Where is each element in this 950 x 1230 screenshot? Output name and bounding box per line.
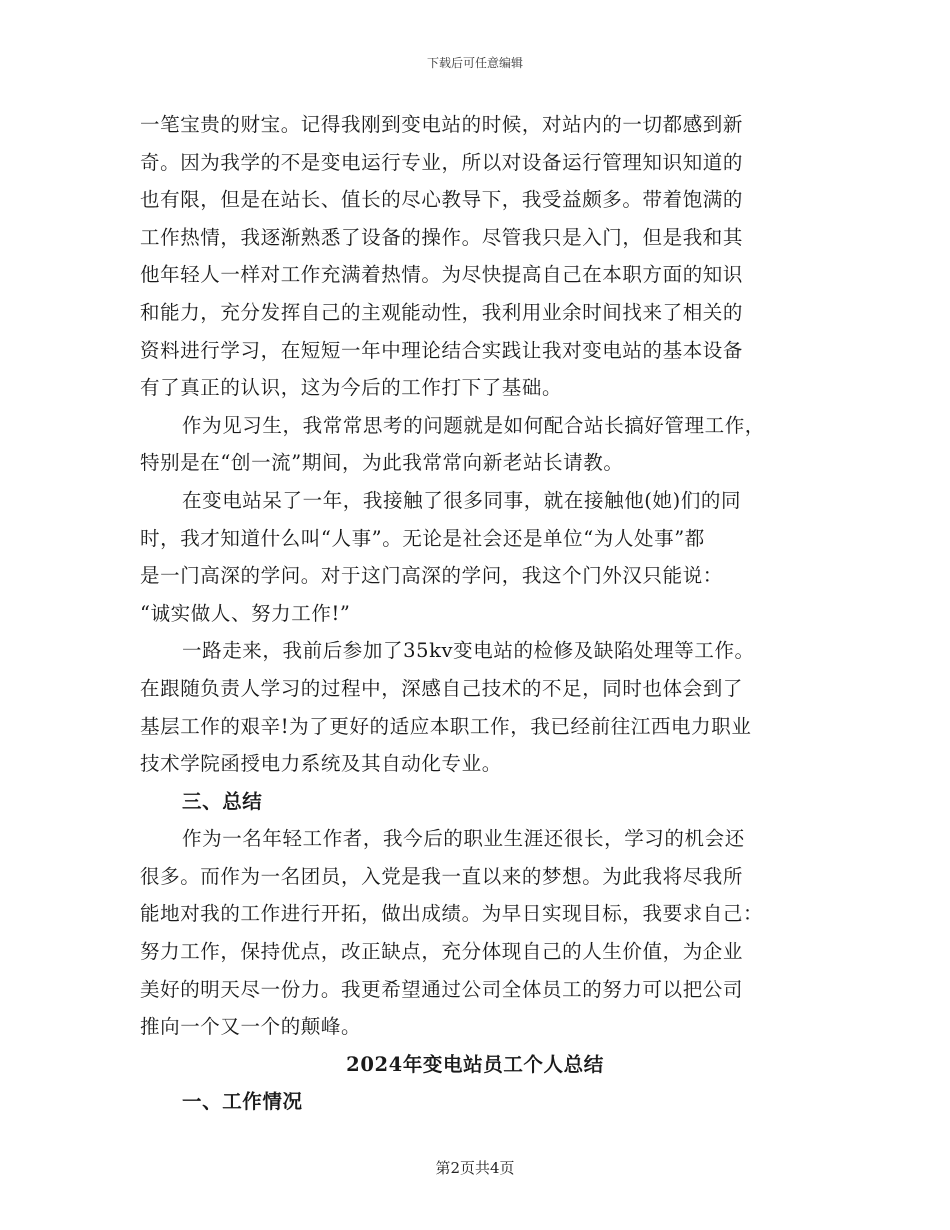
body-line: 推向一个又一个的颠峰。 [140,1015,362,1039]
body-line: 基层工作的艰辛!为了更好的适应本职工作，我已经前往江西电力职业 [140,714,752,738]
body-line: 也有限，但是在站长、值长的尽心教导下，我受益颇多。带着饱满的 [140,188,744,212]
section-heading: 三、总结 [182,789,263,813]
page-number: 第2页共4页 [435,1159,515,1177]
body-line: 在跟随负责人学习的过程中，深感自己技术的不足，同时也体会到了 [140,676,744,700]
body-line: 一路走来，我前后参加了35kv变电站的检修及缺陷处理等工作。 [182,639,755,663]
body-line: “诚实做人、努力工作!” [140,601,351,625]
body-line: 工作热情，我逐渐熟悉了设备的操作。尽管我只是入门，但是我和其 [140,225,744,249]
body-line: 作为见习生，我常常思考的问题就是如何配合站长搞好管理工作， [182,413,765,437]
body-line: 和能力，充分发挥自己的主观能动性，我利用业余时间找来了相关的 [140,300,744,324]
body-line: 他年轻人一样对工作充满着热情。为尽快提高自己在本职方面的知识 [140,263,744,287]
body-line: 作为一名年轻工作者，我今后的职业生涯还很长，学习的机会还 [182,827,745,851]
page-header: 下载后可任意编辑 [426,56,523,70]
body-line: 资料进行学习，在短短一年中理论结合实践让我对变电站的基本设备 [140,338,744,362]
body-line: 能地对我的工作进行开拓，做出成绩。为早日实现目标，我要求自己： [140,902,764,926]
body-line: 努力工作，保持优点，改正缺点，充分体现自己的人生价值，为企业 [140,940,744,964]
body-line: 时，我才知道什么叫“人事”。无论是社会还是单位“为人处事”都 [140,526,705,550]
body-line: 美好的明天尽一份力。我更希望通过公司全体员工的努力可以把公司 [140,977,744,1001]
body-line: 技术学院函授电力系统及其自动化专业。 [140,752,502,776]
body-line: 有了真正的认识，这为今后的工作打下了基础。 [140,376,563,400]
section-heading: 一、工作情况 [182,1090,303,1114]
document-body [140,106,810,1121]
body-line: 特别是在“创一流”期间，为此我常常向新老站长请教。 [140,451,624,475]
body-line: 奇。因为我学的不是变电运行专业，所以对设备运行管理知识知道的 [140,150,744,174]
body-line: 一笔宝贵的财宝。记得我刚到变电站的时候，对站内的一切都感到新 [140,113,744,136]
body-line: 是一门高深的学问。对于这门高深的学问，我这个门外汉只能说： [140,564,723,588]
body-line: 很多。而作为一名团员，入党是我一直以来的梦想。为此我将尽我所 [140,864,744,888]
body-line: 在变电站呆了一年，我接触了很多同事，就在接触他(她)们的同 [182,488,742,512]
document-title: 2024年变电站员工个人总结 [346,1052,604,1076]
